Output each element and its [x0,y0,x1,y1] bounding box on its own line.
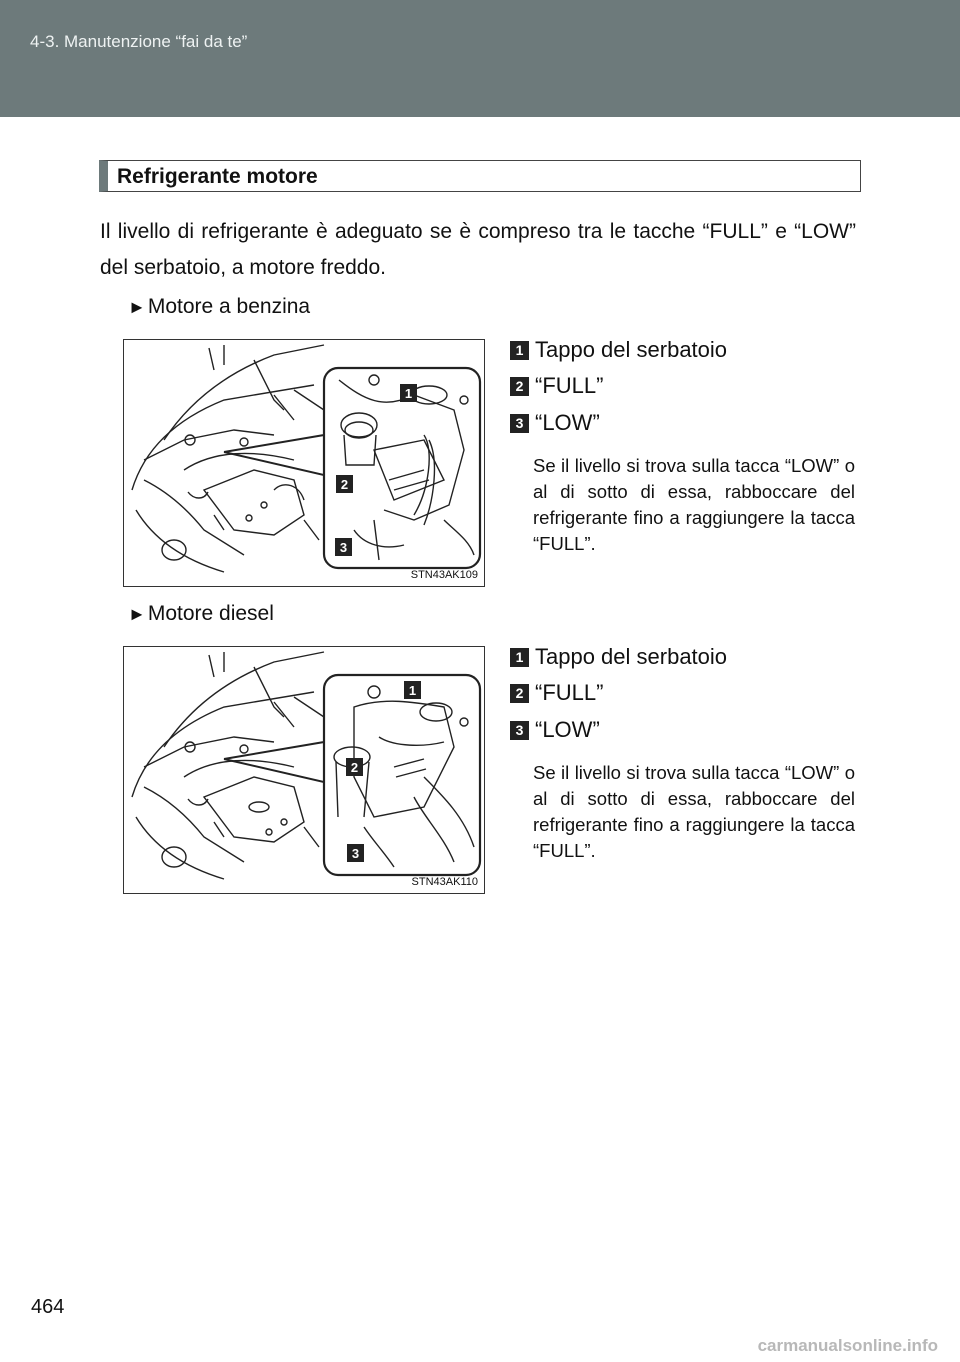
svg-text:3: 3 [351,846,360,861]
legend-item [510,373,603,399]
triangle-bullet-icon: ► [128,604,146,624]
legend-text: Tappo del serbatoio [535,644,728,669]
svg-text:3: 3 [339,540,348,555]
chapter-title: 4-3. Manutenzione “fai da te” [30,32,248,51]
section-title: Refrigerante motore [117,165,318,188]
svg-text:2: 2 [340,477,349,492]
svg-text:1: 1 [404,386,413,401]
legend-text: “FULL” [535,680,604,705]
legend-text: Tappo del serbatoio [535,337,728,362]
legend-text: “LOW” [535,717,600,742]
legend-item [510,337,727,363]
number-badge: 2 [510,684,529,703]
number-badge: 1 [510,341,529,360]
figure-petrol-engine [123,339,485,587]
figure-code: STN43AK110 [411,876,478,888]
subsection-petrol-label: Motore a benzina [147,295,311,318]
number-badge: 1 [510,648,529,667]
number-badge: 3 [510,414,529,433]
legend-item [510,680,603,706]
number-badge: 2 [510,377,529,396]
triangle-bullet-icon: ► [128,297,146,317]
callout-markers [335,384,417,556]
callout-markers [346,681,421,862]
subsection-petrol [128,295,310,319]
number-badge: 3 [510,721,529,740]
legend-item [510,644,727,670]
intro-paragraph: Il livello di refrigerante è adeguato se è compreso tra le tacche “FULL” e “LOW” del serbatoio, a motore freddo. [100,220,856,279]
figure-diesel-engine [123,646,485,894]
subsection-diesel [128,602,274,626]
subsection-diesel-label: Motore diesel [147,602,274,625]
svg-text:1: 1 [408,683,417,698]
note-petrol: Se il livello si trova sulla tacca “LOW” o al di sotto di essa, rabboccare del refrigerante fino a raggiungere la tacca “FULL”. [533,455,855,554]
legend-item [510,410,600,436]
legend-text: “FULL” [535,373,604,398]
engine-bay-illustration [124,340,486,588]
section-heading [99,160,861,192]
note-diesel: Se il livello si trova sulla tacca “LOW” o al di sotto di essa, rabboccare del refrigerante fino a raggiungere la tacca “FULL”. [533,762,855,861]
page-header [0,0,960,117]
page-number: 464 [31,1296,65,1318]
svg-text:2: 2 [350,760,359,775]
engine-bay-illustration [124,647,486,895]
legend-item [510,717,600,743]
figure-code: STN43AK109 [410,569,478,581]
watermark: carmanualsonline.info [757,1336,938,1355]
legend-text: “LOW” [535,410,600,435]
